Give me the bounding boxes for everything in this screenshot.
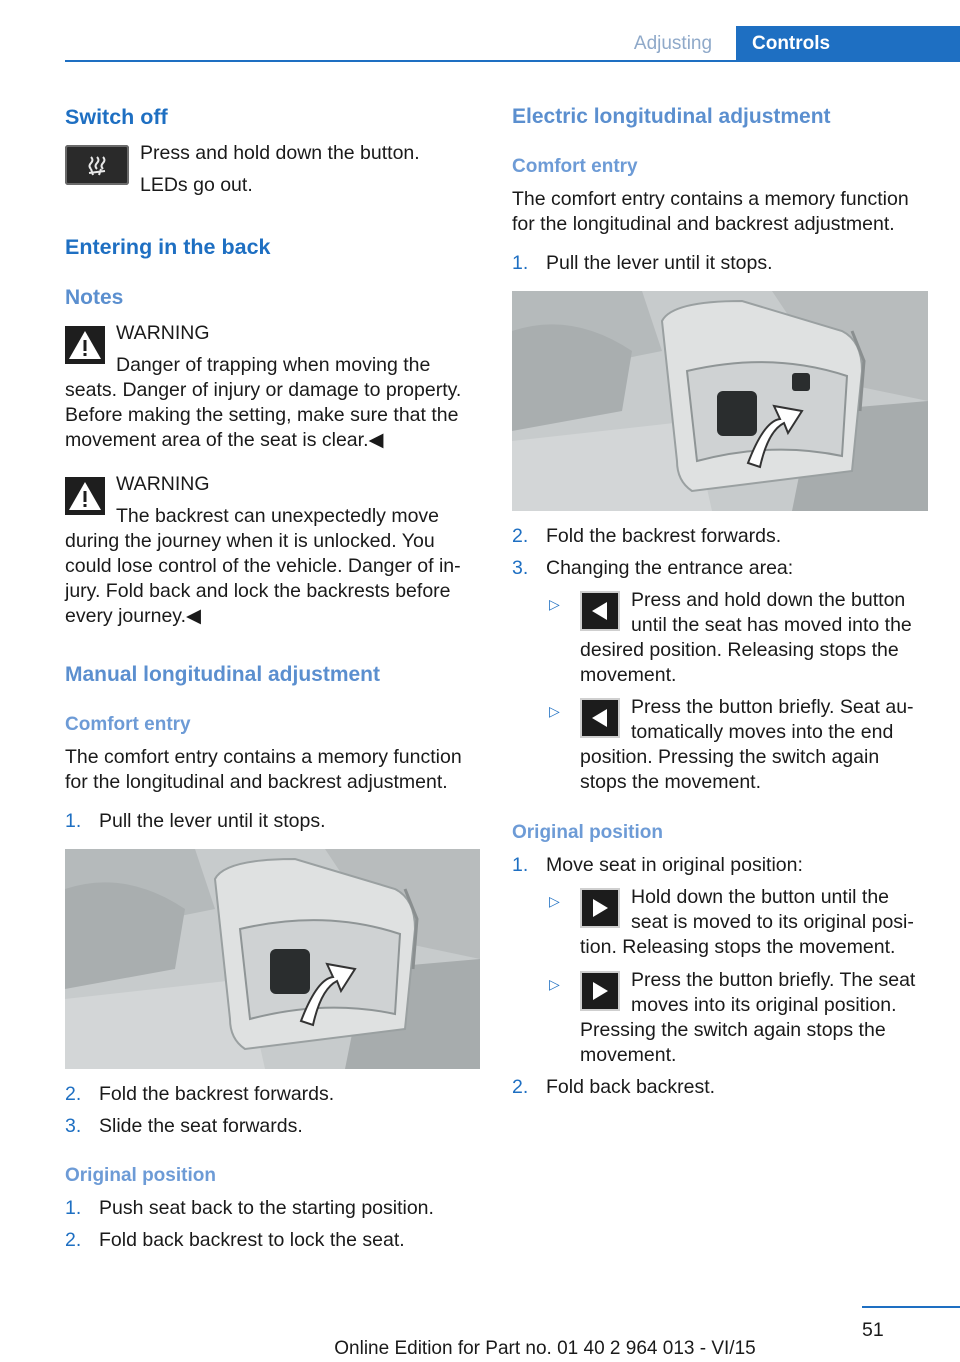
tab-controls[interactable]: Controls <box>736 26 960 62</box>
intro-line: The comfort entry contains a memory function <box>65 746 462 768</box>
step-text: Push seat back to the starting position. <box>99 1197 434 1219</box>
warning1-line: seats. Danger of injury or damage to property. <box>65 379 462 401</box>
arrow-right-icon <box>580 888 620 928</box>
warning1-line: movement area of the seat is clear.◀ <box>65 429 384 451</box>
intro-line: The comfort entry contains a memory function <box>512 188 909 210</box>
step-number: 2. <box>512 1076 529 1098</box>
sub-b-line: tomatically moves into the end <box>631 721 894 743</box>
step-text: Pull the lever until it stops. <box>546 252 773 274</box>
sub-b-line: Press the button briefly. Seat au- <box>631 696 914 718</box>
warning2-line: during the journey when it is unlocked. You <box>65 530 435 552</box>
sub-c-line: seat is moved to its original posi- <box>631 911 914 933</box>
bullet-triangle: ▷ <box>549 976 560 992</box>
warning-icon <box>65 326 105 364</box>
step-number: 1. <box>512 854 529 876</box>
entering-heading: Entering in the back <box>65 235 271 259</box>
step-number: 3. <box>65 1115 82 1137</box>
warning1-line: Before making the setting, make sure that the <box>65 404 459 426</box>
electric-adjustment-heading: Electric longitudinal adjustment <box>512 105 831 128</box>
bullet-triangle: ▷ <box>549 596 560 612</box>
step-text: Move seat in original position: <box>546 854 803 876</box>
switch-off-line2: LEDs go out. <box>140 174 253 196</box>
warning1-first-line: Danger of trapping when moving the <box>116 354 431 376</box>
sub-c-line: Hold down the button until the <box>631 886 890 908</box>
manual-adjustment-heading: Manual longitudinal adjustment <box>65 663 380 686</box>
warning2-line: could lose control of the vehicle. Danger of in- <box>65 555 461 577</box>
arrow-right-icon <box>580 971 620 1011</box>
comfort-entry-heading: Comfort entry <box>512 156 638 177</box>
arrow-left-icon <box>580 698 620 738</box>
step-number: 2. <box>65 1083 82 1105</box>
step-text: Slide the seat forwards. <box>99 1115 303 1137</box>
sub-d-line: moves into its original position. <box>631 994 897 1016</box>
step-number: 2. <box>512 525 529 547</box>
original-position-heading: Original position <box>65 1165 216 1186</box>
step-text: Changing the entrance area: <box>546 557 794 579</box>
footer-rule <box>862 1306 960 1308</box>
warning2-line: jury. Fold back and lock the backrests before <box>65 580 451 602</box>
sub-b-line: stops the movement. <box>580 771 762 793</box>
sub-b-line: position. Pressing the switch again <box>580 746 880 768</box>
header-rule <box>65 60 960 62</box>
warning2-first-line: The backrest can unexpectedly move <box>116 505 440 527</box>
switch-off-line1: Press and hold down the button. <box>140 142 420 164</box>
arrow-left-icon <box>580 591 620 631</box>
seat-lever-photo <box>512 291 928 511</box>
intro-line: for the longitudinal and backrest adjustment. <box>512 213 895 235</box>
edition-footer: Online Edition for Part no. 01 40 2 964 013 - VI/15 <box>334 1338 756 1359</box>
step-number: 3. <box>512 557 529 579</box>
step-number: 2. <box>65 1229 82 1251</box>
tab-adjusting[interactable]: Adjusting <box>633 33 713 54</box>
warning2-line: every journey.◀ <box>65 605 202 627</box>
notes-heading: Notes <box>65 286 124 309</box>
intro-line: for the longitudinal and backrest adjustment. <box>65 771 448 793</box>
warning2-title: WARNING <box>116 473 210 495</box>
comfort-entry-heading: Comfort entry <box>65 714 191 735</box>
step-number: 1. <box>65 1197 82 1219</box>
sub-a-line: desired position. Releasing stops the <box>580 639 899 661</box>
sub-a-line: movement. <box>580 664 677 686</box>
warning-icon <box>65 477 105 515</box>
step-number: 1. <box>65 810 82 832</box>
sub-a-line: until the seat has moved into the <box>631 614 912 636</box>
step-text: Pull the lever until it stops. <box>99 810 326 832</box>
sub-a-line: Press and hold down the button <box>631 589 906 611</box>
original-position-heading: Original position <box>512 822 663 843</box>
step-text: Fold back backrest. <box>546 1076 716 1098</box>
step-text: Fold the backrest forwards. <box>99 1083 335 1105</box>
step-number: 1. <box>512 252 529 274</box>
page-number: 51 <box>862 1319 884 1341</box>
sub-d-line: movement. <box>580 1044 677 1066</box>
seat-heating-icon <box>65 145 129 185</box>
step-text: Fold the backrest forwards. <box>546 525 782 547</box>
bullet-triangle: ▷ <box>549 703 560 719</box>
warning1-title: WARNING <box>116 322 210 344</box>
sub-c-line: tion. Releasing stops the movement. <box>580 936 896 958</box>
step-text: Fold back backrest to lock the seat. <box>99 1229 405 1251</box>
seat-lever-photo <box>65 849 480 1069</box>
sub-d-line: Press the button briefly. The seat <box>631 969 916 991</box>
switch-off-heading: Switch off <box>65 105 168 129</box>
sub-d-line: Pressing the switch again stops the <box>580 1019 886 1041</box>
bullet-triangle: ▷ <box>549 893 560 909</box>
